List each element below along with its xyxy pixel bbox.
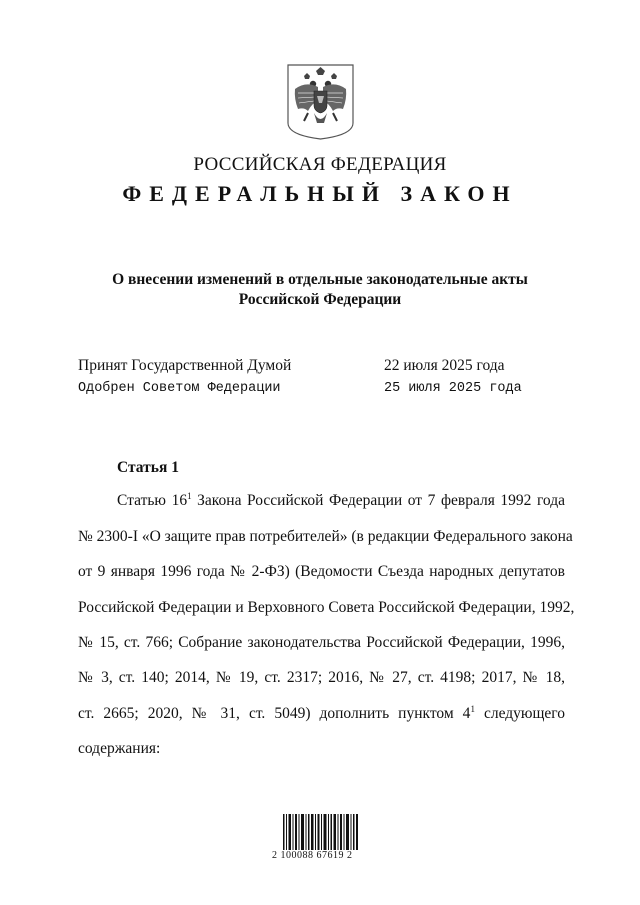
article-text-fragment: Статью 16 (117, 492, 188, 509)
law-type-heading: ФЕДЕРАЛЬНЫЙ ЗАКОН (122, 181, 518, 206)
document-title-line-2: Российской Федерации (238, 291, 402, 308)
article-text-line: от 9 января 1996 года № 2-ФЗ) (Ведомости Съезда народных депутатов (78, 563, 565, 580)
document-title (0, 270, 640, 310)
article-text-line (117, 492, 565, 510)
article-text-fragment: Закона Российской Федерации от 7 февраля 1992 года (191, 492, 566, 509)
article-text-line (78, 705, 565, 723)
council-approval-date: 25 июля 2025 года (384, 381, 522, 396)
article-text-line: содержания: (78, 740, 161, 757)
article-text-line: № 2300-I «О защите прав потребителей» (в редакции Федерального закона (78, 528, 573, 545)
coat-of-arms-icon (286, 63, 355, 141)
council-approval-label: Одобрен Советом Федерации (78, 381, 281, 396)
article-text-fragment: ст. 2665; 2020, № 31, ст. 5049) дополнить пунктом 4 (78, 705, 471, 722)
document-title-line-1: О внесении изменений в отдельные законодательные акты (112, 271, 528, 288)
barcode-number: 2 100088 67619 2 (272, 850, 353, 861)
superscript: 1 (187, 490, 192, 501)
superscript: 1 (470, 703, 475, 714)
duma-adoption-label: Принят Государственной Думой (78, 357, 292, 374)
article-text-line: № 15, ст. 766; Собрание законодательства Российской Федерации, 1996, (78, 634, 565, 651)
article-text-line: Российской Федерации и Верховного Совета Российской Федерации, 1992, (78, 599, 575, 616)
article-text-fragment: следующего (474, 705, 565, 722)
barcode-icon (283, 814, 358, 850)
country-name: РОССИЙСКАЯ ФЕДЕРАЦИЯ (193, 154, 447, 175)
duma-adoption-date: 22 июля 2025 года (384, 357, 505, 374)
article-text-line: № 3, ст. 140; 2014, № 19, ст. 2317; 2016, № 27, ст. 4198; 2017, № 18, (78, 669, 565, 686)
article-heading: Статья 1 (117, 459, 179, 476)
